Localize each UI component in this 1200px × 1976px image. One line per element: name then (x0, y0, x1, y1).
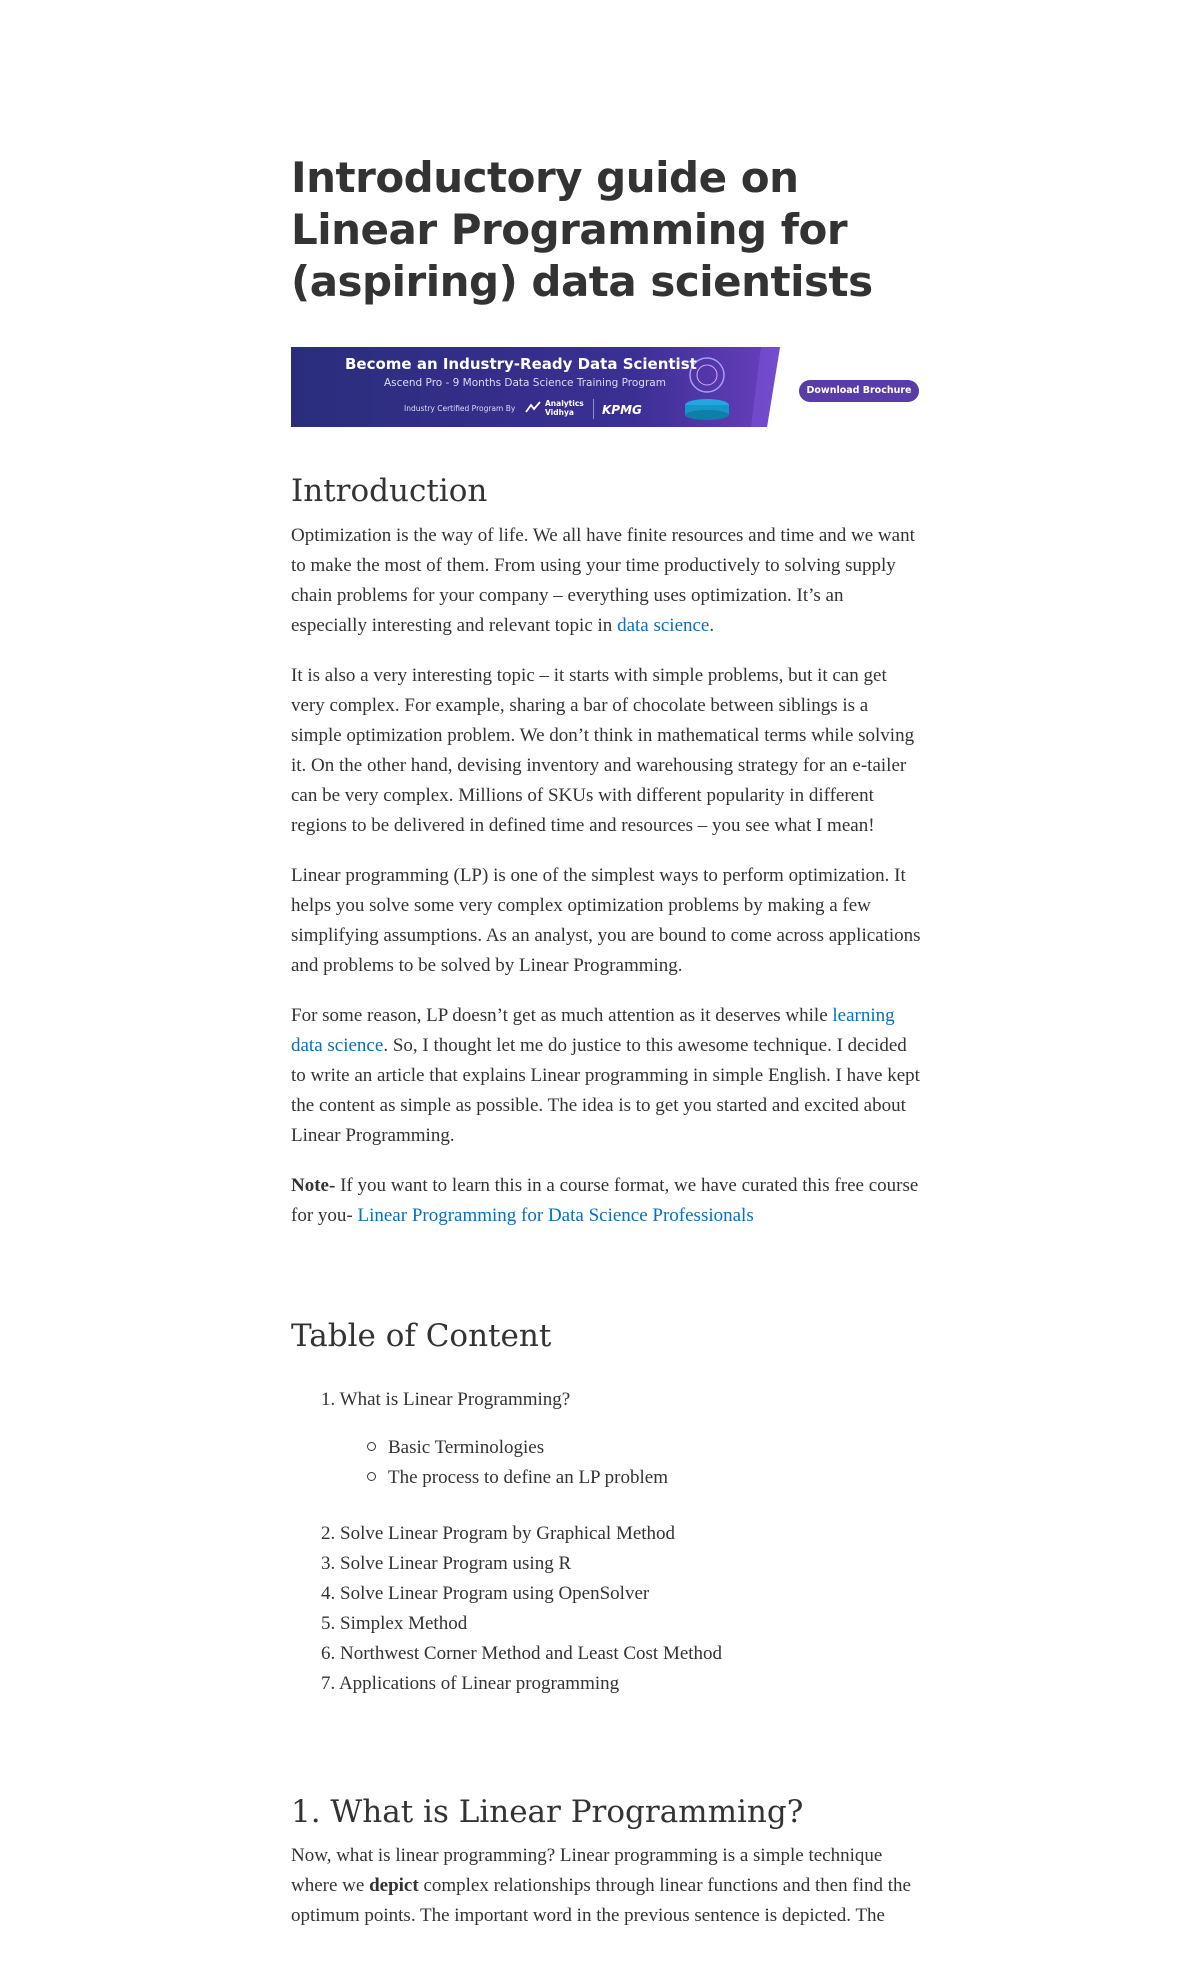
intro-paragraph-2: It is also a very interesting topic – it starts with simple problems, but it can get very complex. For example, sharing a bar of chocolate between siblings is a simple optimization problem. We don’t think in mathematical terms while solving it. On the other hand, devising inventory and warehousing strategy for an e-tailer can be very complex. Millions of SKUs with different popularity in different regions to be delivered in defined time and resources – you see what I mean! (291, 665, 915, 836)
section-heading-introduction: Introduction (291, 473, 488, 509)
intro-p1-text: Optimization is the way of life. We all have finite resources and time and we want to make the most of them. From using your time productively to solving supply chain problems for your company – everything uses optimization. It’s an especially interesting and relevant topic in (291, 525, 915, 636)
toc-item[interactable]: 2. Solve Linear Program by Graphical Method (321, 1523, 676, 1544)
toc-item[interactable]: 4. Solve Linear Program using OpenSolver (321, 1583, 650, 1604)
bullet-icon (367, 1442, 376, 1451)
toc-subitem-label: Basic Terminologies (388, 1437, 545, 1458)
toc-item[interactable]: 5. Simplex Method (321, 1613, 468, 1634)
intro-p4-start: For some reason, LP doesn’t get as much attention as it deserves while (291, 1005, 833, 1026)
banner-subline: Ascend Pro - 9 Months Data Science Training Program (384, 377, 666, 389)
learning-data-science-link[interactable]: learning data science (291, 1005, 895, 1056)
intro-paragraph-1 (291, 521, 921, 641)
banner-divider (593, 399, 594, 419)
data-science-link[interactable]: data science (617, 615, 710, 636)
intro-p4-end: . So, I thought let me do justice to this awesome technique. I decided to write an article that explains Linear programming in simple English. I have kept the content as simple as possible. The idea is to get you started and excited about Linear Programming. (291, 1035, 920, 1146)
section-heading-what-is-lp: 1. What is Linear Programming? (291, 1794, 804, 1830)
banner-headline: Become an Industry-Ready Data Scientist (345, 355, 697, 373)
banner-certified-by: Industry Certified Program By (404, 404, 516, 413)
section1-p-start: Now, what is linear programming? Linear programming is a simple technique where we (291, 1845, 883, 1896)
toc-subitem[interactable] (367, 1463, 668, 1493)
toc-item[interactable]: 7. Applications of Linear programming (321, 1673, 620, 1694)
section1-p-bold: depict (369, 1875, 419, 1896)
partner-vidhya: Vidhya (545, 408, 574, 417)
partner-kpmg: KPMG (602, 403, 642, 417)
toc-subitem-label: The process to define an LP problem (388, 1467, 668, 1488)
section-heading-toc: Table of Content (291, 1318, 552, 1354)
toc-item[interactable]: 3. Solve Linear Program using R (321, 1553, 572, 1574)
note-label: Note- (291, 1175, 336, 1196)
page-title: Introductory guide on Linear Programming for (aspiring) data scientists (291, 153, 873, 306)
toc-subitem[interactable] (367, 1433, 544, 1463)
promo-banner[interactable] (291, 347, 919, 427)
partner-analytics: Analytics (545, 399, 584, 408)
intro-paragraph-3: Linear programming (LP) is one of the simplest ways to perform optimization. It helps you solve some very complex optimization problems by making a few simplifying assumptions. As an analyst, you are bound to come across applications and problems to be solved by Linear Programming. (291, 865, 921, 976)
section1-p-end: complex relationships through linear functions and then find the optimum points. The important word in the previous sentence is depicted. The (291, 1875, 911, 1926)
bullet-icon (367, 1472, 376, 1481)
toc-item[interactable]: 1. What is Linear Programming? (321, 1389, 571, 1410)
note-text: If you want to learn this in a course format, we have curated this free course for you- (291, 1175, 919, 1226)
section1-paragraph (291, 1841, 921, 1931)
intro-paragraph-4 (291, 1001, 921, 1151)
note-paragraph (291, 1171, 921, 1231)
download-brochure-button[interactable]: Download Brochure (806, 385, 912, 396)
toc-item[interactable]: 6. Northwest Corner Method and Least Cost Method (321, 1643, 723, 1664)
intro-p1-end: . (709, 615, 715, 636)
course-link[interactable]: Linear Programming for Data Science Professionals (357, 1205, 754, 1226)
analytics-vidhya-logo-icon (525, 400, 541, 414)
